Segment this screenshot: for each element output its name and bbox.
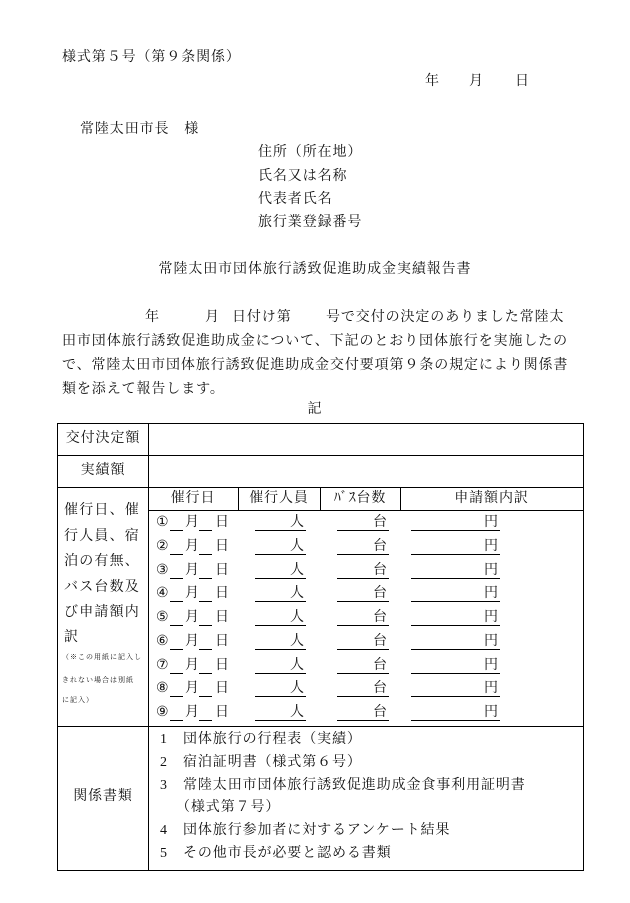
participants-field: 人 — [255, 586, 306, 602]
bus-count-field: 台 — [337, 681, 389, 697]
row-number: ② — [156, 539, 169, 554]
bus-count-field: 台 — [337, 563, 389, 579]
grant-decision-label: 交付決定額 — [65, 431, 141, 446]
addressee: 常陸太田市長 様 — [80, 122, 200, 137]
body-day-number-label: 日付け第 — [232, 310, 292, 325]
document-item-number: 5 — [160, 846, 168, 861]
breakdown-label-line: 泊の有無、 — [64, 554, 140, 569]
day-unit: 日 — [215, 586, 229, 601]
row-number: ⑦ — [156, 658, 169, 673]
document-item-text: 宿泊証明書（様式第６号） — [183, 755, 362, 770]
day-unit: 日 — [215, 658, 229, 673]
document-item-text: 団体旅行参加者に対するアンケート結果 — [183, 823, 451, 838]
date-year-label: 年 — [425, 74, 440, 89]
body-line-1: 号で交付の決定のありました常陸太 — [326, 310, 565, 325]
body-line-3: で、常陸太田市団体旅行誘致促進助成金交付要項第９条の規定により関係書 — [62, 358, 569, 373]
amount-field: 円 — [411, 681, 500, 697]
breakdown-label-line: バス台数及 — [64, 580, 140, 595]
month-unit: 月 — [185, 658, 199, 673]
amount-field: 円 — [411, 705, 500, 721]
column-header-bus-count: ﾊﾞｽ台数 — [333, 491, 387, 506]
month-unit: 月 — [185, 586, 199, 601]
form-number: 様式第５号（第９条関係） — [62, 50, 241, 65]
month-unit: 月 — [185, 563, 199, 578]
row-number: ⑧ — [156, 681, 169, 696]
month-unit: 月 — [185, 610, 199, 625]
document-item-text: 団体旅行の行程表（実績） — [183, 732, 362, 747]
applicant-representative-label: 代表者氏名 — [258, 192, 333, 207]
breakdown-note-line: （※この用紙に記入し — [62, 653, 142, 661]
day-unit: 日 — [215, 705, 229, 720]
document-item-number: 2 — [160, 755, 168, 770]
day-unit: 日 — [215, 634, 229, 649]
breakdown-note-line: に記入） — [62, 696, 94, 704]
participants-field: 人 — [255, 634, 306, 650]
day-unit: 日 — [215, 610, 229, 625]
document-item-text-continued: （様式第７号） — [176, 800, 281, 815]
day-unit: 日 — [215, 539, 229, 554]
breakdown-label-line: 行人員、宿 — [64, 529, 140, 544]
breakdown-label-line: 訳 — [64, 630, 80, 645]
bus-count-field: 台 — [337, 610, 389, 626]
amount-field: 円 — [411, 539, 500, 555]
participants-field: 人 — [255, 681, 306, 697]
date-day-label: 日 — [515, 74, 530, 89]
body-year-label: 年 — [145, 310, 160, 325]
actual-amount-label: 実績額 — [80, 463, 126, 478]
breakdown-label-line: 催行日、催 — [64, 503, 140, 518]
bus-count-field: 台 — [337, 586, 389, 602]
column-header-tour-date: 催行日 — [170, 491, 216, 506]
documents-label: 関係書類 — [73, 789, 133, 804]
bus-count-field: 台 — [337, 539, 389, 555]
month-unit: 月 — [185, 539, 199, 554]
amount-field: 円 — [411, 610, 500, 626]
breakdown-label-line: び申請額内 — [64, 605, 140, 620]
document-item-number: 4 — [160, 823, 168, 838]
breakdown-note-line: きれない場合は別紙 — [62, 676, 134, 684]
bus-count-field: 台 — [337, 515, 389, 531]
day-unit: 日 — [215, 563, 229, 578]
participants-field: 人 — [255, 539, 306, 555]
bus-count-field: 台 — [337, 705, 389, 721]
body-line-2: 田市団体旅行誘致促進助成金について、下記のとおり団体旅行を実施したの — [62, 334, 569, 349]
document-item-text: 常陸太田市団体旅行誘致促進助成金食事利用証明書 — [183, 778, 526, 793]
day-unit: 日 — [215, 681, 229, 696]
date-month-label: 月 — [469, 74, 484, 89]
ki-heading: 記 — [307, 402, 323, 417]
amount-field: 円 — [411, 563, 500, 579]
participants-field: 人 — [255, 610, 306, 626]
amount-field: 円 — [411, 634, 500, 650]
document-item-number: 1 — [160, 732, 168, 747]
month-unit: 月 — [185, 634, 199, 649]
row-number: ③ — [156, 563, 169, 578]
participants-field: 人 — [255, 515, 306, 531]
amount-field: 円 — [411, 515, 500, 531]
row-number: ④ — [156, 586, 169, 601]
participants-field: 人 — [255, 658, 306, 674]
month-unit: 月 — [185, 705, 199, 720]
bus-count-field: 台 — [337, 634, 389, 650]
amount-field: 円 — [411, 658, 500, 674]
document-title: 常陸太田市団体旅行誘致促進助成金実績報告書 — [158, 262, 472, 277]
month-unit: 月 — [185, 681, 199, 696]
applicant-address-label: 住所（所在地） — [258, 145, 363, 160]
row-number: ⑤ — [156, 610, 169, 625]
body-line-4: 類を添えて報告します。 — [62, 382, 225, 397]
document-item-number: 3 — [160, 778, 168, 793]
row-number: ⑨ — [156, 705, 169, 720]
day-unit: 日 — [215, 515, 229, 530]
amount-field: 円 — [411, 586, 500, 602]
bus-count-field: 台 — [337, 658, 389, 674]
row-number: ① — [156, 515, 169, 530]
participants-field: 人 — [255, 705, 306, 721]
applicant-registration-label: 旅行業登録番号 — [258, 215, 363, 230]
month-unit: 月 — [185, 515, 199, 530]
body-month-label: 月 — [205, 310, 220, 325]
applicant-name-label: 氏名又は名称 — [258, 169, 348, 184]
column-header-participants: 催行人員 — [249, 491, 309, 506]
row-number: ⑥ — [156, 634, 169, 649]
participants-field: 人 — [255, 563, 306, 579]
column-header-amount-breakdown: 申請額内訳 — [454, 491, 529, 506]
document-item-text: その他市長が必要と認める書類 — [183, 846, 392, 861]
